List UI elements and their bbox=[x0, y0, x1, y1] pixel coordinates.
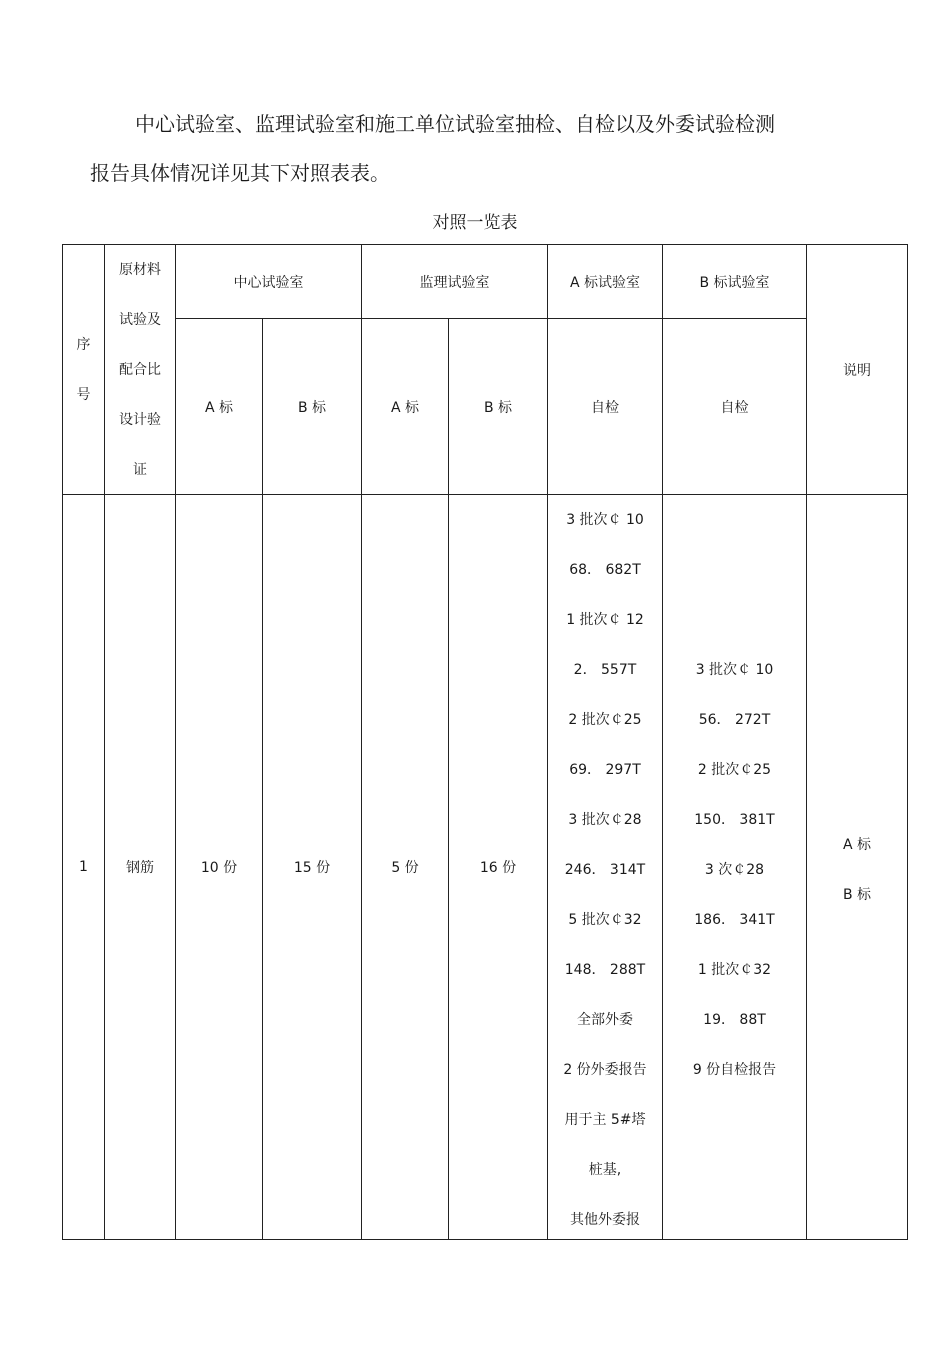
b-self-line: 2 批次￠25 bbox=[697, 762, 772, 778]
row1-material: 钢筋 bbox=[104, 494, 176, 1240]
b-self-line: 186． 341T bbox=[694, 912, 775, 928]
header-seq-char-1: 序 bbox=[76, 336, 91, 353]
a-self-line: 148． 288T bbox=[564, 962, 646, 978]
a-self-line: 3 批次￠28 bbox=[568, 812, 642, 828]
header-a-lab: A 标试验室 bbox=[547, 244, 663, 319]
header-material-line: 设计验 bbox=[119, 411, 161, 428]
row1-central-a: 10 份 bbox=[175, 494, 263, 1240]
b-self-line: 3 批次￠ 10 bbox=[695, 662, 774, 678]
a-self-line: 2 份外委报告 bbox=[563, 1062, 647, 1078]
b-self-line: 3 次￠28 bbox=[704, 862, 765, 878]
b-self-line: 1 批次￠32 bbox=[697, 962, 772, 978]
a-self-line: 其他外委报 bbox=[570, 1212, 640, 1228]
a-self-line: 用于主 5#塔 bbox=[564, 1112, 646, 1128]
intro-line-2: 报告具体情况详见其下对照表表。 bbox=[90, 161, 390, 185]
a-self-line: 2 批次￠25 bbox=[568, 712, 642, 728]
header-material bbox=[104, 244, 176, 495]
row1-a-self bbox=[547, 494, 663, 1240]
note-line: A 标 bbox=[842, 837, 872, 853]
a-self-line: 5 批次￠32 bbox=[568, 912, 642, 928]
b-self-line: 9 份自检报告 bbox=[692, 1062, 777, 1078]
header-supervision-lab: 监理试验室 bbox=[361, 244, 548, 319]
a-self-line: 68． 682T bbox=[569, 562, 641, 578]
note-line: B 标 bbox=[842, 887, 872, 903]
header-seq bbox=[62, 244, 105, 495]
header-material-line: 试验及 bbox=[119, 311, 161, 328]
header-material-line: 证 bbox=[133, 461, 147, 478]
a-self-line: 1 批次￠ 12 bbox=[566, 612, 644, 628]
b-self-line: 150． 381T bbox=[694, 812, 775, 828]
header-a-self: 自检 bbox=[547, 318, 663, 495]
header-note: 说明 bbox=[806, 244, 908, 495]
header-central-a: A 标 bbox=[175, 318, 263, 495]
header-material-line: 原材料 bbox=[119, 261, 161, 278]
header-supervision-a: A 标 bbox=[361, 318, 449, 495]
a-self-line: 全部外委 bbox=[577, 1012, 633, 1028]
header-b-lab: B 标试验室 bbox=[662, 244, 807, 319]
header-central-lab: 中心试验室 bbox=[175, 244, 362, 319]
row1-supervision-a: 5 份 bbox=[361, 494, 449, 1240]
row1-central-b: 15 份 bbox=[262, 494, 362, 1240]
header-seq-char-2: 号 bbox=[76, 386, 91, 403]
row1-supervision-b: 16 份 bbox=[448, 494, 548, 1240]
header-b-self: 自检 bbox=[662, 318, 807, 495]
intro-line-1: 中心试验室、监理试验室和施工单位试验室抽检、自检以及外委试验检测 bbox=[135, 112, 775, 136]
header-central-b: B 标 bbox=[262, 318, 362, 495]
a-self-line: 246． 314T bbox=[564, 862, 646, 878]
a-self-line: 69． 297T bbox=[569, 762, 641, 778]
table-caption: 对照一览表 bbox=[432, 213, 518, 233]
header-supervision-b: B 标 bbox=[448, 318, 548, 495]
row1-b-self bbox=[662, 494, 807, 1240]
row1-note bbox=[806, 494, 908, 1240]
a-self-line: 3 批次￠ 10 bbox=[566, 512, 644, 528]
a-self-line: 2． 557T bbox=[573, 662, 637, 678]
a-self-line: 桩基, bbox=[588, 1162, 622, 1178]
header-material-line: 配合比 bbox=[119, 361, 161, 378]
b-self-line: 19． 88T bbox=[703, 1012, 766, 1028]
row1-seq: 1 bbox=[62, 494, 105, 1240]
b-self-line: 56． 272T bbox=[698, 712, 771, 728]
